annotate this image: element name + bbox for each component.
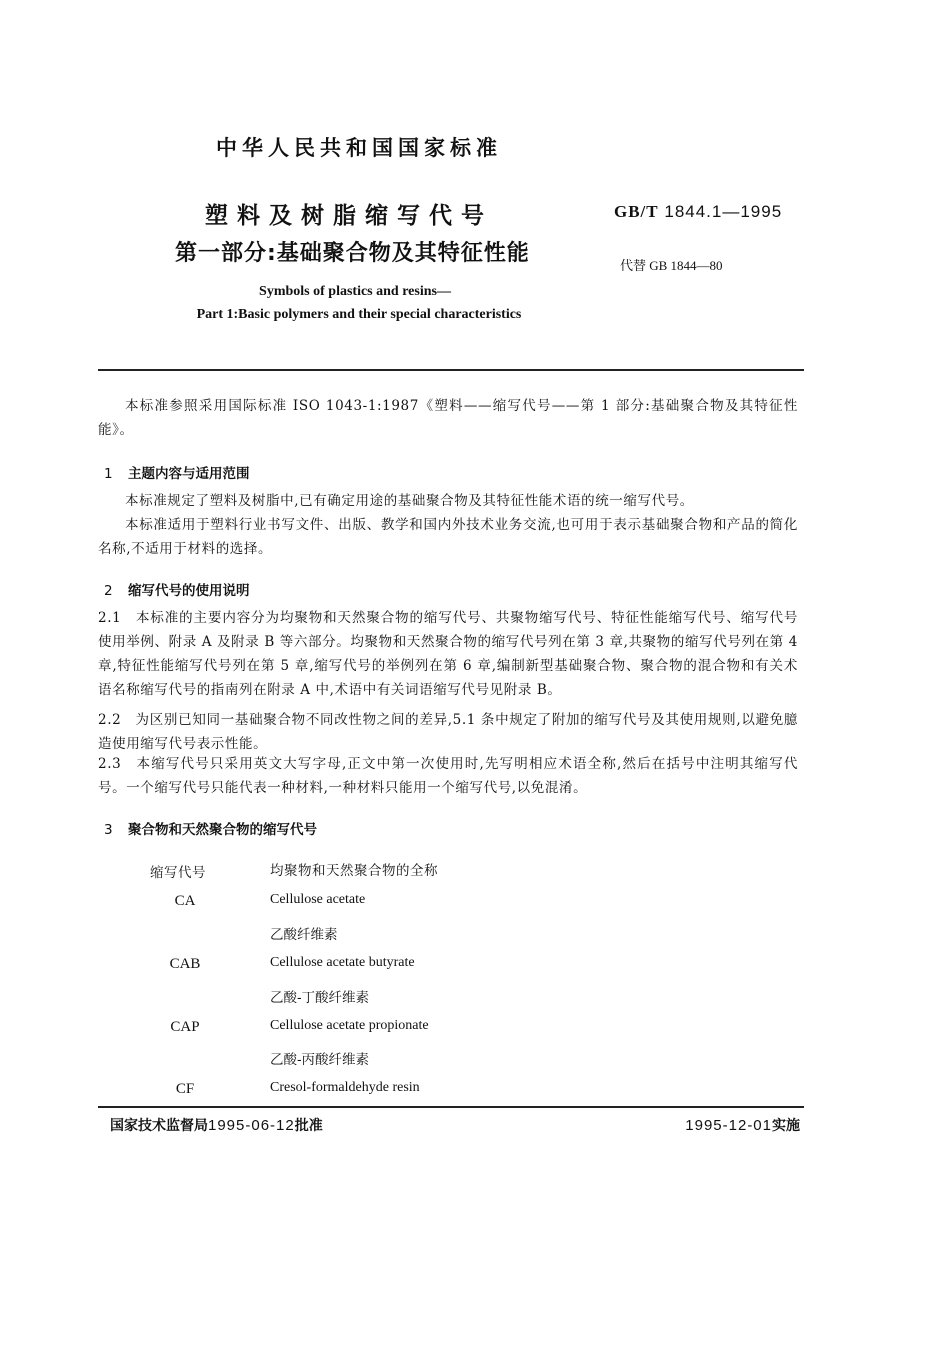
section-1-heading	[104, 462, 250, 482]
row-code: CAB	[169, 956, 201, 972]
row-english-name: Cellulose acetate	[270, 892, 366, 907]
section-2-heading	[104, 579, 250, 599]
approval-suffix: 批准	[294, 1118, 323, 1134]
standard-number	[614, 202, 782, 222]
clause-2-1: 2.1 本标准的主要内容分为均聚物和天然聚合物的缩写代号、共聚物缩写代号、特征性能缩写代号、缩写代号使用举例、附录 A 及附录 B 等六部分。均聚物和天然聚合物的缩写代号列在第 3 章,共聚物的缩写代号列在第 4 章,特征性能缩写代号列在第 5 章,缩写代号的举例列在第 6 章,编制新型基础聚合物、聚合物的混合物和有关术语名称缩写代号的指南列在附录 A 中,术语中有关词语缩写代号见附录 B。	[98, 610, 798, 698]
row-chinese-name: 乙酸-丙酸纤维素	[270, 1052, 370, 1068]
header-divider	[98, 369, 804, 371]
section-1-paragraph-1: 本标准规定了塑料及树脂中,已有确定用途的基础聚合物及其特征性能术语的统一缩写代号。	[125, 493, 694, 509]
section-3-heading	[104, 818, 317, 838]
column-header-name: 均聚物和天然聚合物的全称	[270, 863, 438, 879]
row-chinese-name: 乙酸纤维素	[270, 927, 338, 943]
section-1-number: 1	[104, 466, 113, 482]
english-title-line2: Part 1:Basic polymers and their special characteristics	[196, 307, 522, 322]
approval-line	[110, 1115, 323, 1135]
approval-authority: 国家技术监督局	[110, 1118, 208, 1134]
document-title: 塑料及树脂缩写代号	[205, 203, 493, 229]
row-code: CA	[174, 893, 196, 909]
row-code: CF	[175, 1081, 195, 1097]
row-english-name: Cresol-formaldehyde resin	[270, 1080, 420, 1095]
row-code: CAP	[170, 1019, 200, 1035]
standard-number-prefix: GB/T	[614, 202, 659, 221]
approval-date: 1995-06-12	[208, 1117, 295, 1134]
effective-line	[685, 1115, 800, 1135]
replaces-standard: 代替 GB 1844—80	[620, 258, 723, 273]
row-chinese-name: 乙酸-丁酸纤维素	[270, 990, 370, 1006]
english-title-line1: Symbols of plastics and resins—	[259, 284, 451, 299]
clause-2-3: 2.3 本缩写代号只采用英文大写字母,正文中第一次使用时,先写明相应术语全称,然后在括号中注明其缩写代号。一个缩写代号只能代表一种材料,一种材料只能用一个缩写代号,以免混淆。	[98, 756, 798, 796]
section-1-title: 主题内容与适用范围	[128, 466, 250, 482]
national-standard-heading: 中华人民共和国国家标准	[216, 136, 502, 160]
section-1-paragraph-2: 本标准适用于塑料行业书写文件、出版、教学和国内外技术业务交流,也可用于表示基础聚合物和产品的简化名称,不适用于材料的选择。	[98, 517, 798, 557]
column-header-code: 缩写代号	[150, 865, 206, 881]
effective-date: 1995-12-01	[685, 1117, 772, 1134]
row-english-name: Cellulose acetate propionate	[270, 1018, 429, 1033]
effective-suffix: 实施	[772, 1118, 800, 1134]
section-3-number: 3	[104, 822, 113, 838]
document-subtitle: 第一部分:基础聚合物及其特征性能	[175, 241, 530, 266]
standard-number-value: 1844.1—1995	[664, 202, 783, 221]
row-english-name: Cellulose acetate butyrate	[270, 955, 415, 970]
section-2-number: 2	[104, 583, 113, 599]
footer-divider	[98, 1106, 804, 1108]
section-3-title: 聚合物和天然聚合物的缩写代号	[128, 822, 317, 838]
clause-2-2: 2.2 为区别已知同一基础聚合物不同改性物之间的差异,5.1 条中规定了附加的缩写代号及其使用规则,以避免臆造使用缩写代号表示性能。	[98, 712, 798, 752]
section-2-title: 缩写代号的使用说明	[128, 583, 250, 599]
intro-paragraph: 本标准参照采用国际标准 ISO 1043-1:1987《塑料——缩写代号——第 1 部分:基础聚合物及其特征性能》。	[98, 398, 798, 438]
